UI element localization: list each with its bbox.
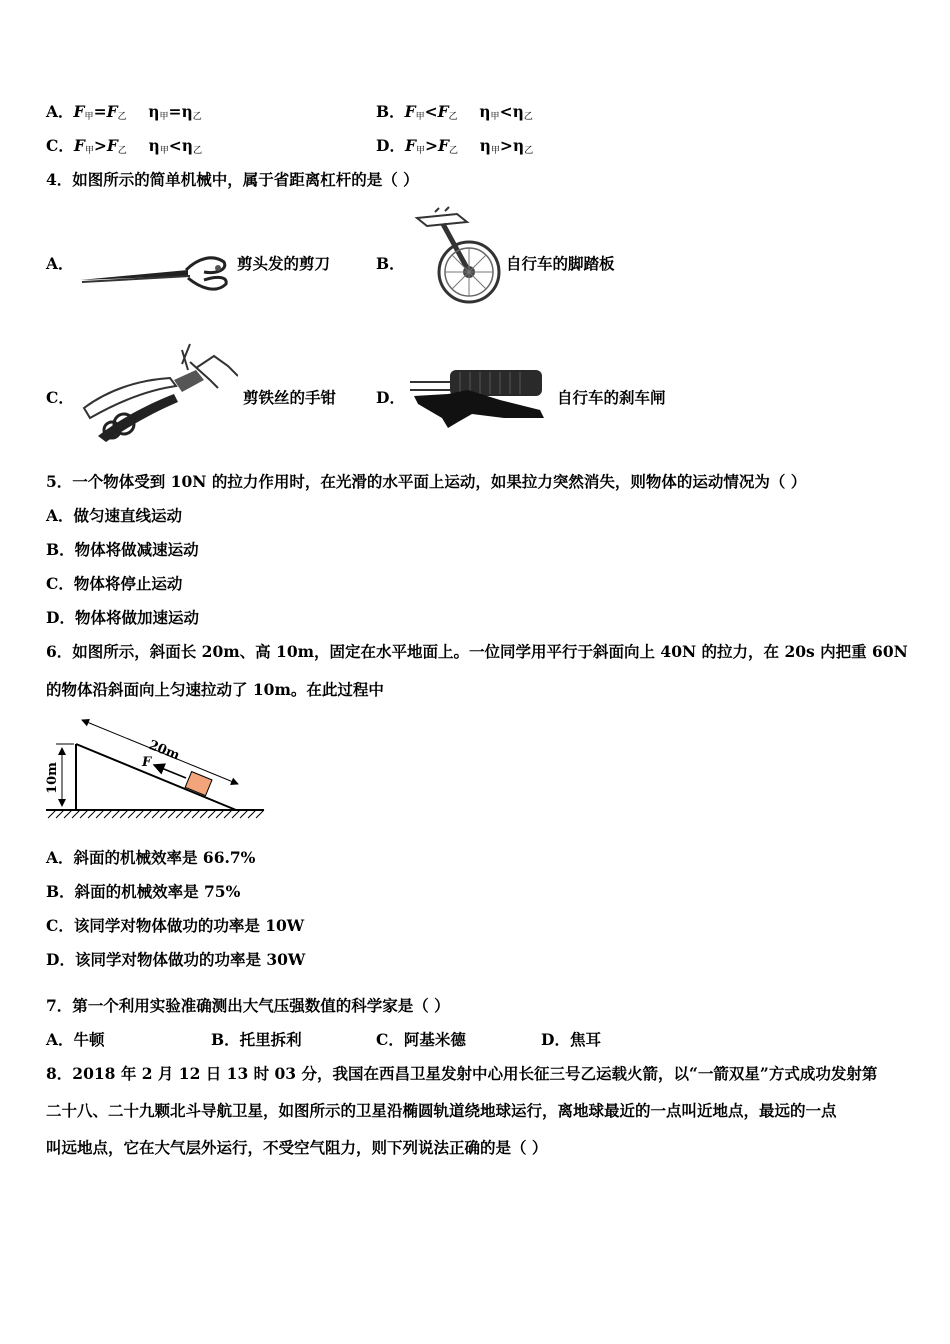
q3-option-d[interactable]: D．$F_甲>F_乙$ $\eta_甲>\eta_乙$ — [376, 136, 534, 156]
option-key: A． — [46, 102, 74, 121]
q6-option-c[interactable]: C．该同学对物体做功的功率是 10W — [46, 916, 305, 935]
q4-option-d-label: 自行车的刹车闸 — [557, 388, 666, 407]
q4-option-a-key[interactable]: A． — [46, 254, 74, 273]
brake-lever-image — [408, 364, 553, 434]
length-label: 20m — [146, 737, 182, 764]
option-key: D． — [376, 136, 405, 155]
q7-option-c[interactable]: C．阿基米德 — [376, 1030, 466, 1049]
q7-option-a[interactable]: A．牛顿 — [46, 1030, 105, 1049]
q4-option-c-label: 剪铁丝的手钳 — [243, 388, 337, 407]
q7-stem: 7．第一个利用实验准确测出大气压强数值的科学家是（ ） — [46, 996, 450, 1015]
q5-option-d[interactable]: D．物体将做加速运动 — [46, 608, 199, 627]
q4-stem: 4．如图所示的简单机械中，属于省距离杠杆的是（ ） — [46, 170, 419, 189]
q5-stem: 5．一个物体受到 10N 的拉力作用时，在光滑的水平面上运动，如果拉力突然消失，则物体的运动情况为（ ） — [46, 472, 807, 491]
bicycle-pedal-image — [405, 206, 505, 306]
option-key: C． — [46, 136, 74, 155]
q6-option-a[interactable]: A．斜面的机械效率是 66.7% — [46, 848, 256, 867]
block — [185, 772, 212, 796]
q5-option-b[interactable]: B．物体将做减速运动 — [46, 540, 199, 559]
option-key: B． — [376, 102, 405, 121]
q5-option-a[interactable]: A．做匀速直线运动 — [46, 506, 183, 525]
q7-option-d[interactable]: D．焦耳 — [541, 1030, 601, 1049]
force-label: F — [142, 755, 152, 770]
height-label: 10m — [45, 762, 60, 794]
q4-option-b-key[interactable]: B． — [376, 254, 405, 273]
ground-hatching — [48, 810, 264, 818]
force-arrow — [154, 765, 186, 778]
q8-stem-line2: 二十八、二十九颗北斗导航卫星，如图所示的卫星沿椭圆轨道绕地球运行，离地球最近的一点叫近地点，最远的一点 — [46, 1101, 837, 1120]
q3-option-a[interactable]: A．$F_甲=F_乙$ $\eta_甲=\eta_乙$ — [46, 102, 202, 122]
incline-diagram — [42, 712, 270, 828]
q6-option-d[interactable]: D．该同学对物体做功的功率是 30W — [46, 950, 306, 969]
q6-option-b[interactable]: B．斜面的机械效率是 75% — [46, 882, 241, 901]
q3-option-c[interactable]: C．$F_甲>F_乙$ $\eta_甲<\eta_乙$ — [46, 136, 203, 156]
q8-stem-line1: 8．2018 年 2 月 12 日 13 时 03 分，我国在西昌卫星发射中心用长征三号乙运载火箭，以“一箭双星”方式成功发射第 — [46, 1064, 878, 1083]
pliers-image — [78, 340, 238, 444]
q4-option-c-key[interactable]: C． — [46, 388, 74, 407]
q8-stem-line3: 叫远地点，它在大气层外运行，不受空气阻力，则下列说法正确的是（ ） — [46, 1138, 548, 1157]
q6-stem-line1: 6．如图所示，斜面长 20m、高 10m，固定在水平地面上。一位同学用平行于斜面向上 40N 的拉力，在 20s 内把重 60N — [46, 642, 908, 661]
scissors-image — [78, 240, 233, 300]
q4-option-d-key[interactable]: D． — [376, 388, 405, 407]
q7-option-b[interactable]: B．托里拆利 — [211, 1030, 302, 1049]
q6-stem-line2: 的物体沿斜面向上匀速拉动了 10m。在此过程中 — [46, 680, 384, 699]
q3-option-b[interactable]: B．$F_甲<F_乙$ $\eta_甲<\eta_乙$ — [376, 102, 533, 122]
q4-option-b-label: 自行车的脚踏板 — [506, 254, 615, 273]
q5-option-c[interactable]: C．物体将停止运动 — [46, 574, 183, 593]
q4-option-a-label: 剪头发的剪刀 — [237, 254, 331, 273]
